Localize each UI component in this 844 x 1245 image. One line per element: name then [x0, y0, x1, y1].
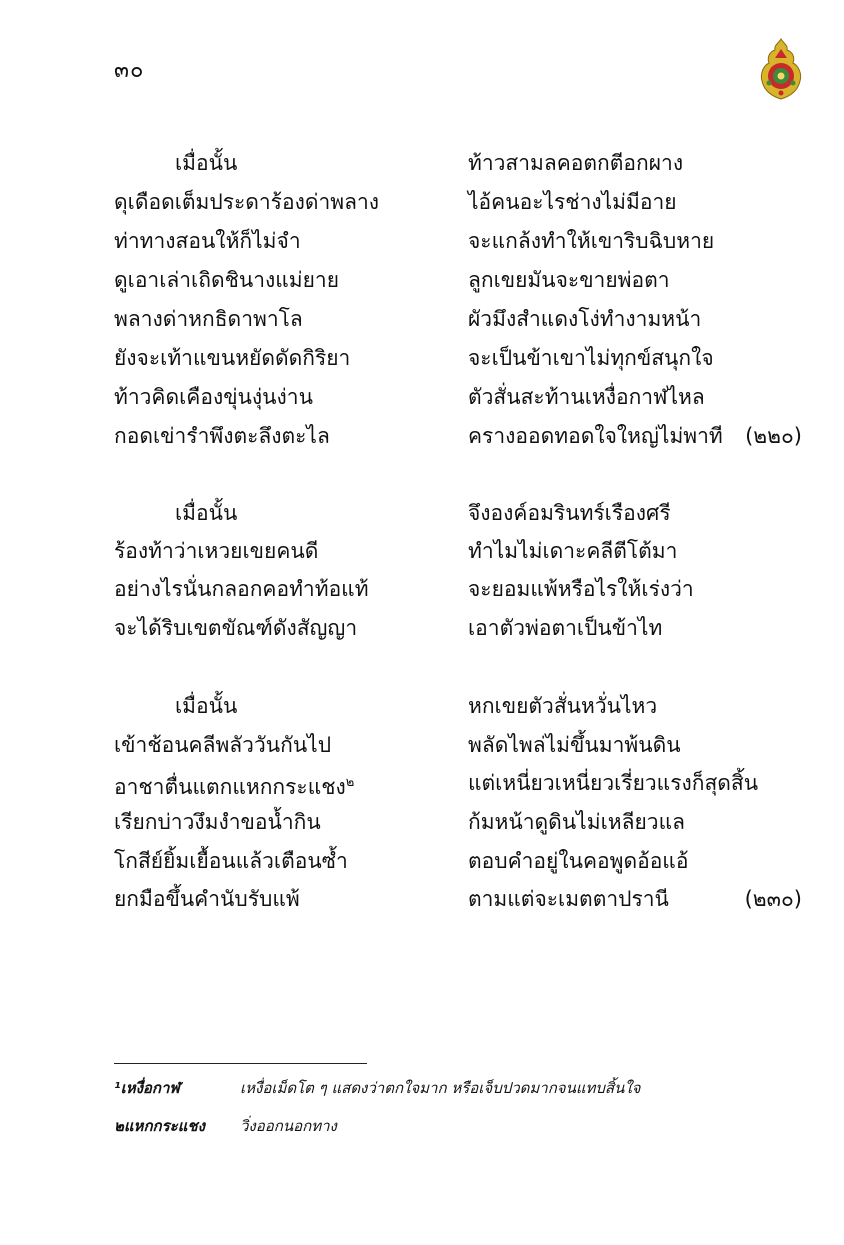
footnote: [114, 1111, 814, 1141]
verse-left: เมื่อนั้น: [175, 694, 238, 718]
verse-line: [0, 803, 844, 841]
footnote: [114, 1073, 814, 1103]
verse-left: ท้าวคิดเคืองขุ่นงุ่นง่าน: [114, 385, 313, 409]
footnote-definition: เหงื่อเม็ดโต ๆ แสดงว่าตกใจมาก หรือเจ็บปวดมากจนแทบสิ้นใจ: [240, 1079, 641, 1097]
footnote-divider: [114, 1063, 367, 1064]
footnote-definition: วิ่งออกนอกทาง: [240, 1117, 337, 1135]
verse-line: [0, 687, 844, 725]
verse-right: เอาตัวพ่อตาเป็นข้าไท: [468, 616, 663, 640]
verse-right: แต่เหนี่ยวเหนี่ยวเรี่ยวแรงก็สุดสิ้น: [468, 771, 759, 795]
verse-right: จะเป็นข้าเขาไม่ทุกข์สนุกใจ: [468, 346, 714, 370]
verse-left: เรียกบ่าวงึมงำขอน้ำกิน: [114, 810, 321, 834]
verse-right: จะยอมแพ้หรือไรให้เร่งว่า: [468, 577, 694, 601]
verse-right: ทำไมไม่เดาะคลีตีโต้มา: [468, 539, 678, 563]
verse-line: [0, 842, 844, 880]
page-number: ๓๐: [114, 58, 145, 83]
verse-left-text: อาชาตื่นแตกแหกกระแชง: [114, 775, 346, 799]
verse-right: ไอ้คนอะไรช่างไม่มีอาย: [468, 190, 677, 214]
verse-left: ยังจะเท้าแขนหยัดดัดกิริยา: [114, 346, 351, 370]
verse-right: จะแกล้งทำให้เขาริบฉิบหาย: [468, 229, 715, 253]
verse-left: กอดเข่ารำพึงตะลึงตะไล: [114, 424, 330, 448]
verse-right: หกเขยตัวสั่นหวั่นไหว: [468, 694, 658, 718]
verse-number: (๒๒๐): [745, 424, 802, 448]
verse-left: ท่าทางสอนให้ก็ไม่จำ: [114, 229, 301, 253]
verse-left: ดุเดือดเต็มประดาร้องด่าพลาง: [114, 190, 380, 214]
verse-right: ครางออดทอดใจใหญ่ไม่พาที: [468, 424, 723, 448]
verse-left: จะได้ริบเขตขัณฑ์ดังสัญญา: [114, 616, 358, 640]
verse-right: ลูกเขยมันจะขายพ่อตา: [468, 268, 670, 292]
royal-emblem-icon: [757, 38, 805, 100]
verse-line: [0, 570, 844, 608]
verse-left: โกสีย์ยิ้มเยื้อนแล้วเตือนซ้ำ: [114, 849, 348, 873]
verse-line: [0, 144, 844, 182]
verse-line: [0, 261, 844, 299]
verse-line: [0, 300, 844, 338]
verse-number: (๒๓๐): [744, 887, 802, 911]
verse-right: พลัดไพล่ไม่ขึ้นมาพ้นดิน: [468, 733, 681, 757]
verse-left: ดูเอาเล่าเถิดชินางแม่ยาย: [114, 268, 340, 292]
footnote-term: ๒แหกกระแชง: [114, 1117, 205, 1135]
verse-line: [0, 378, 844, 416]
verse-left: ร้องท้าว่าเหวยเขยคนดี: [114, 539, 319, 563]
footnote-marker: ๒: [345, 775, 355, 790]
verse-left: อย่างไรนั่นกลอกคอทำท้อแท้: [114, 577, 369, 601]
verse-left: เมื่อนั้น: [175, 501, 238, 525]
verse-right: ตัวสั่นสะท้านเหงื่อกาฬไหล: [468, 385, 705, 409]
verse-line: [0, 494, 844, 532]
verse-right: ผัวมึงสำแดงโง่ทำงามหน้า: [468, 307, 702, 331]
verse-line: [0, 183, 844, 221]
verse-right: ท้าวสามลคอตกตีอกผาง: [468, 151, 684, 175]
verse-line: [0, 764, 844, 802]
verse-left: เข้าช้อนคลีพลัววันกันไป: [114, 733, 332, 757]
verse-line: [0, 532, 844, 570]
verse-right: ตอบคำอยู่ในคอพูดอ้อแอ้: [468, 849, 689, 873]
verse-left: ยกมือขึ้นคำนับรับแพ้: [114, 887, 300, 911]
verse-line: [0, 417, 844, 455]
verse-left: พลางด่าหกธิดาพาโล: [114, 307, 303, 331]
verse-line: [0, 339, 844, 377]
verse-left: เมื่อนั้น: [175, 151, 238, 175]
footnote-term: ¹เหงื่อกาฬ: [114, 1079, 180, 1097]
verse-line: [0, 222, 844, 260]
verse-line: [0, 880, 844, 918]
verse-line: [0, 726, 844, 764]
verse-right: จึงองค์อมรินทร์เรืองศรี: [468, 501, 671, 525]
verse-line: [0, 609, 844, 647]
verse-right: ตามแต่จะเมตตาปรานี: [468, 887, 669, 911]
verse-left: [114, 764, 354, 806]
verse-right: ก้มหน้าดูดินไม่เหลียวแล: [468, 810, 685, 834]
